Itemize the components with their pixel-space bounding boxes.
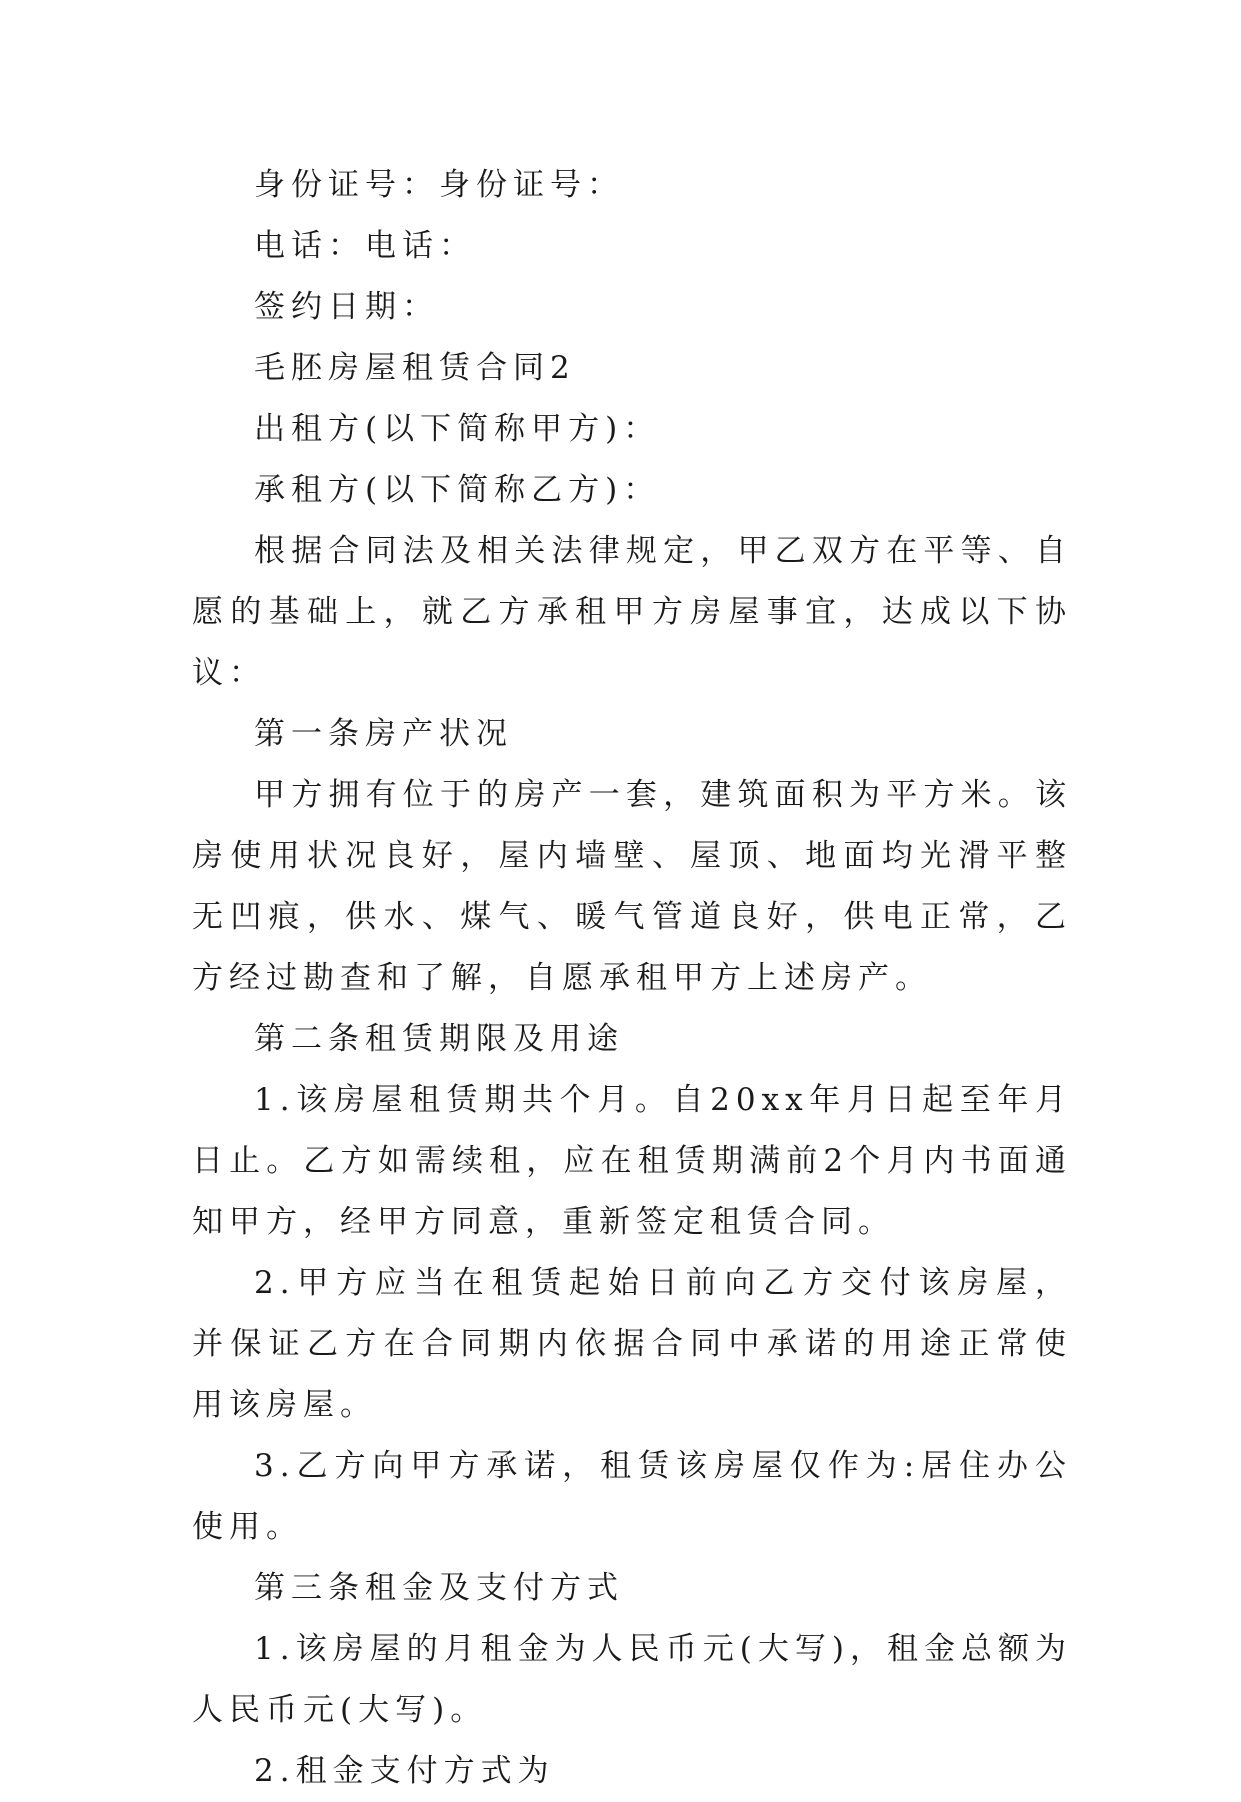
- preamble-paragraph: 根据合同法及相关法律规定，甲乙双方在平等、自愿的基础上，就乙方承租甲方房屋事宜，达成以下协议：: [192, 533, 1072, 691]
- lessee-line: 承租方(以下简称乙方)：: [254, 472, 661, 508]
- phone-line: 电话：电话：: [254, 228, 476, 264]
- signing-date-line: 签约日期：: [254, 289, 439, 325]
- article-2-item-1: 1.该房屋租赁期共个月。自20xx年月日起至年月日止。乙方如需续租，应在租赁期满前2个月内书面通知甲方，经甲方同意，重新签定租赁合同。: [192, 1082, 1072, 1240]
- article-2-item-2: 2.甲方应当在租赁起始日前向乙方交付该房屋，并保证乙方在合同期内依据合同中承诺的用途正常使用该房屋。: [192, 1265, 1072, 1423]
- article-3-item-2: 2.租金支付方式为: [254, 1753, 555, 1789]
- article-3-item-1: 1.该房屋的月租金为人民币元(大写)，租金总额为人民币元(大写)。: [192, 1631, 1072, 1728]
- contract-title: 毛胚房屋租赁合同2: [254, 350, 576, 386]
- document-body: [192, 155, 1072, 1802]
- article-3-heading: 第三条租金及支付方式: [254, 1570, 624, 1606]
- article-2-item-3: 3.乙方向甲方承诺，租赁该房屋仅作为:居住办公使用。: [192, 1448, 1072, 1545]
- lessor-line: 出租方(以下简称甲方)：: [254, 411, 661, 447]
- id-number-line: 身份证号：身份证号：: [254, 167, 624, 203]
- article-1-heading: 第一条房产状况: [254, 716, 513, 752]
- article-1-paragraph: 甲方拥有位于的房产一套，建筑面积为平方米。该房使用状况良好，屋内墙壁、屋顶、地面均光滑平整无凹痕，供水、煤气、暖气管道良好，供电正常，乙方经过勘查和了解，自愿承租甲方上述房产。: [192, 777, 1072, 996]
- article-2-heading: 第二条租赁期限及用途: [254, 1021, 624, 1057]
